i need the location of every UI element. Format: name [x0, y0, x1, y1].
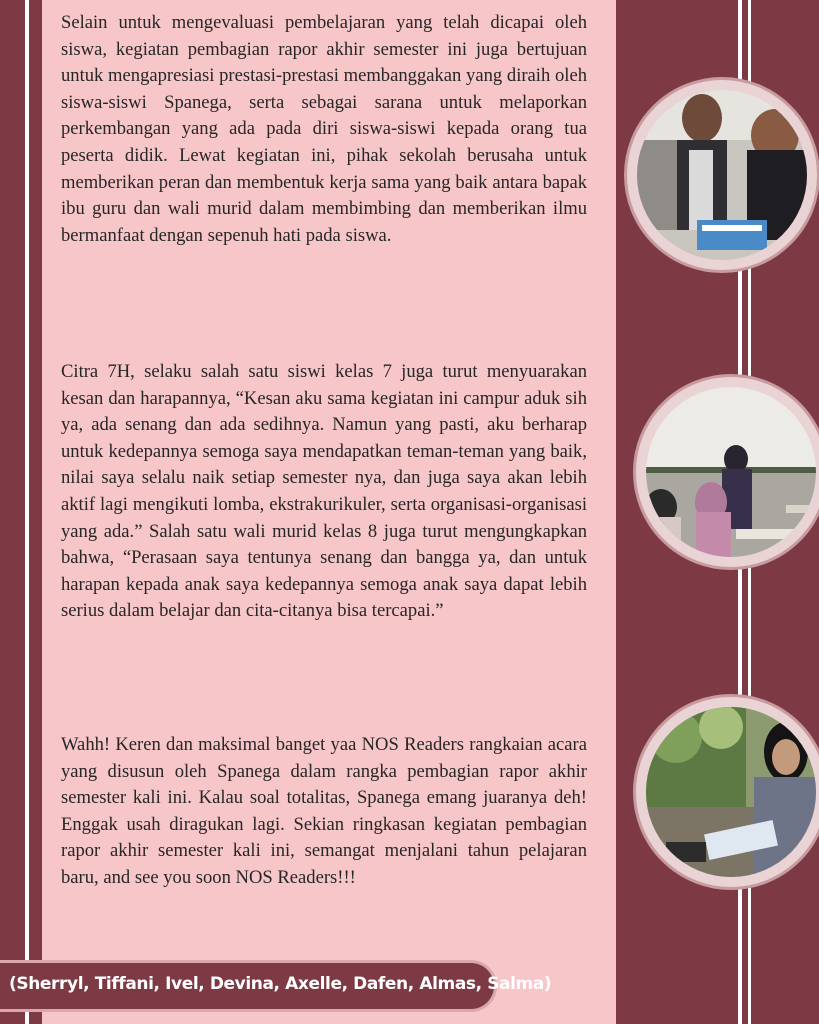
photo-classroom-image	[636, 377, 819, 567]
photo-student-with-book	[633, 694, 819, 890]
credits-banner	[0, 960, 552, 1012]
article-paragraph-1: Selain untuk mengevaluasi pembelajaran yang telah dicapai oleh siswa, kegiatan pembagian rapor akhir semester ini juga bertujuan untuk mengapresiasi prestasi-prestasi membanggakan yang diraih oleh siswa-siswi Spanega, serta sebagai sarana untuk melaporkan perkembangan yang ada pada diri siswa-siswi kepada orang tua peserta didik. Lewat kegiatan ini, pihak sekolah berusaha untuk memberikan peran dan membentuk kerja sama yang baik antara bapak ibu guru dan wali murid dalam membimbing dan memberikan ilmu bermanfaat dengan sepenuh hati pada siswa.	[61, 12, 587, 246]
photo-report-handover-image	[627, 80, 817, 270]
photo-classroom	[633, 374, 819, 570]
photo-report-handover	[624, 77, 819, 273]
photo-student-with-book-image	[636, 697, 819, 887]
left-vertical-line	[25, 0, 29, 1024]
article-paragraph-2: Citra 7H, selaku salah satu siswi kelas 7 juga turut menyuarakan kesan dan harapannya, “Kesan aku sama kegiatan ini campur aduk sih ya, ada senang dan ada sedihnya. Namun yang pasti, aku berharap untuk kedepannya semoga saya mendapatkan teman-teman yang baik, nilai saya selalu naik setiap semester nya, dan juga saya akan lebih aktif lagi mengikuti lomba, ekstrakurikuler, serta organisasi-organisasi yang ada.” Salah satu wali murid kelas 8 juga turut mengungkapkan bahwa, “Perasaan saya tentunya senang dan bangga ya, dan untuk harapan kepada anak saya kedepannya semoga anak saya dapat lebih serius dalam belajar dan cita-citanya bisa tercapai.”	[61, 361, 587, 622]
credits-text: (Sherryl, Tiffani, Ivel, Devina, Axelle, Dafen, Almas, Salma)	[9, 974, 552, 994]
article-paragraph-3: Wahh! Keren dan maksimal banget yaa NOS Readers rangkaian acara yang disusun oleh Spanega dalam rangka pembagian rapor akhir semester kali ini. Kalau soal totalitas, Spanega emang juaranya deh! Enggak usah diragukan lagi. Sekian ringkasan kegiatan pembagian rapor akhir semester kali ini, semangat menjalani tahun pelajaran baru, and see you soon NOS Readers!!!	[61, 734, 587, 888]
